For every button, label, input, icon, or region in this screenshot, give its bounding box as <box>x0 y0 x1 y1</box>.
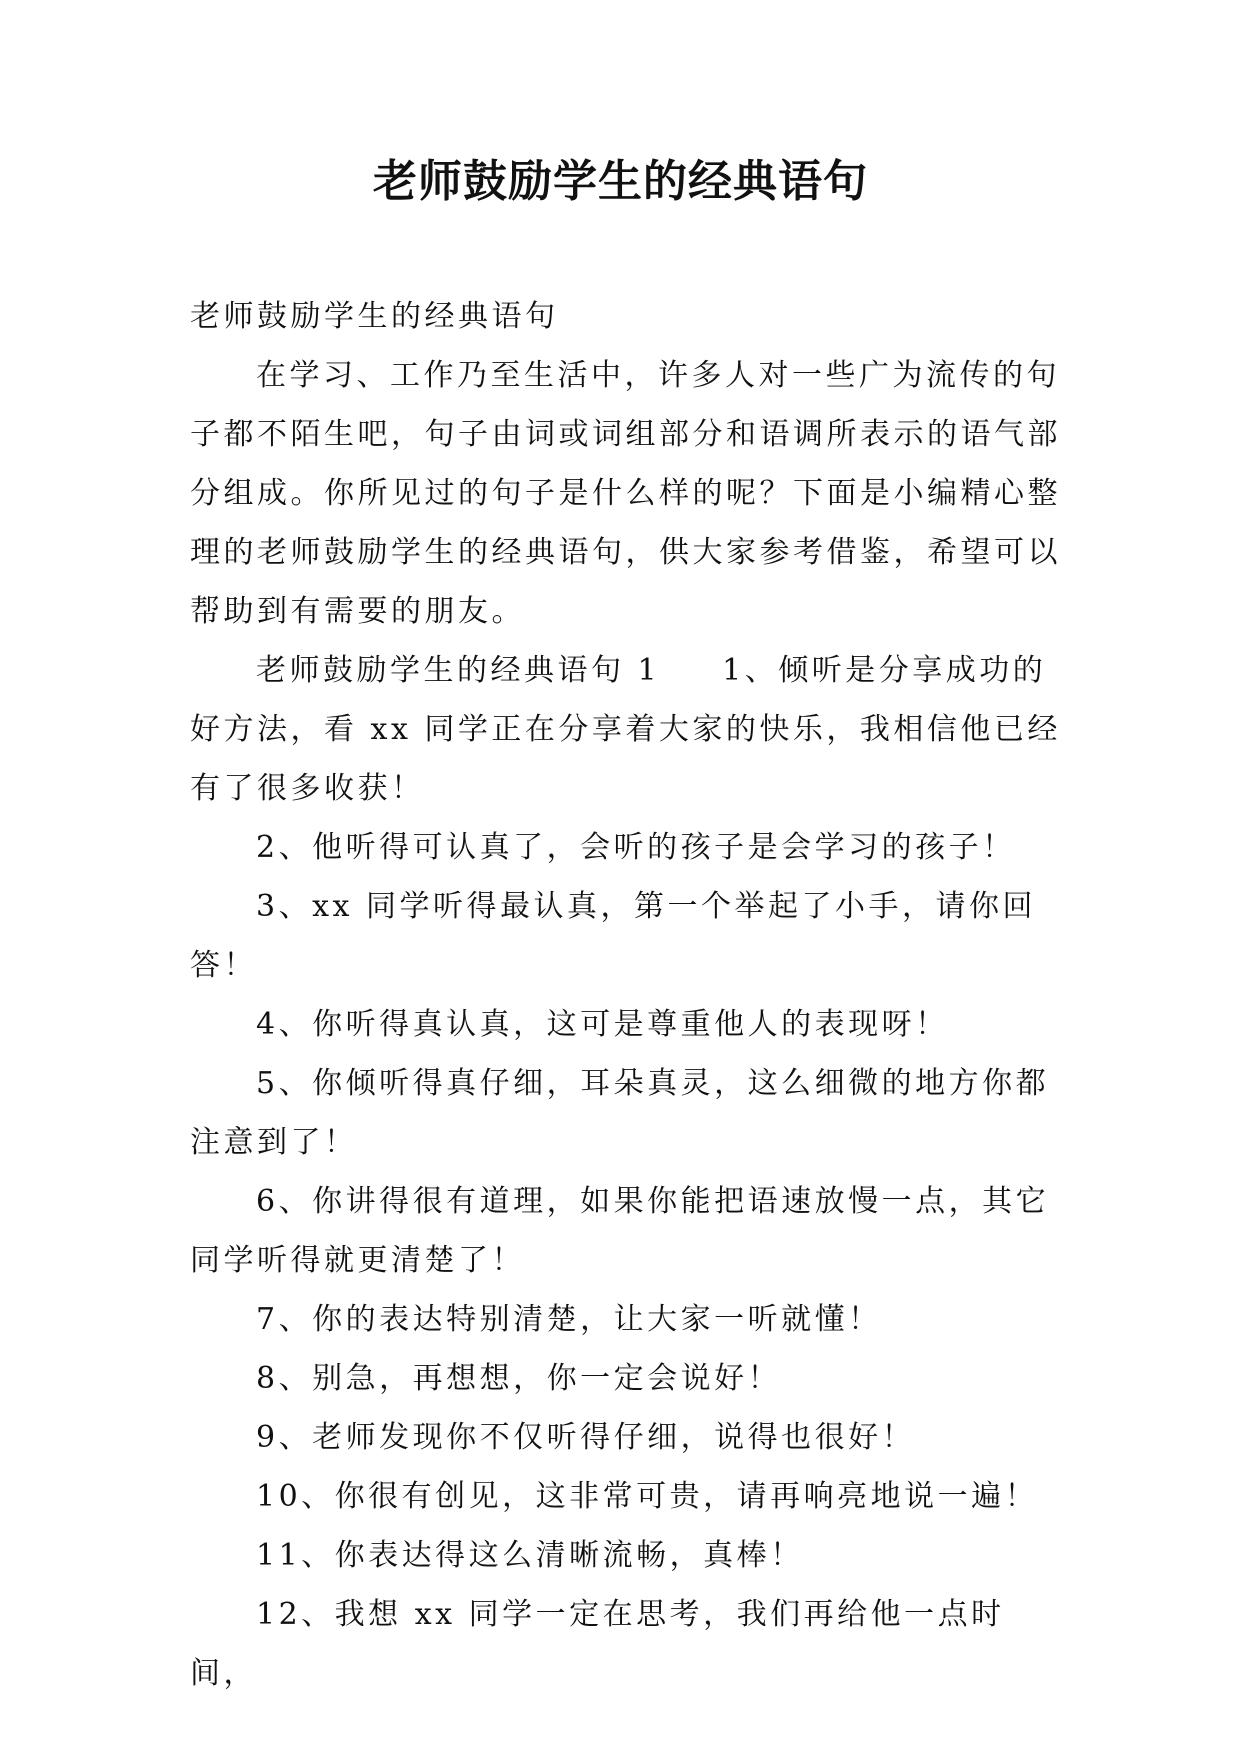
list-item: 10、你很有创见，这非常可贵，请再响亮地说一遍！ <box>256 1479 1039 1514</box>
list-item: 5、你倾听得真仔细，耳朵真灵，这么细微的地方你都注意到了！ <box>190 1066 1050 1160</box>
section-heading: 老师鼓励学生的经典语句 1 <box>256 653 661 688</box>
list-item: 4、你听得真认真，这可是尊重他人的表现呀！ <box>256 1007 949 1042</box>
list-item: 8、别急，再想想，你一定会说好！ <box>256 1361 782 1396</box>
intro-paragraph: 在学习、工作乃至生活中，许多人对一些广为流传的句子都不陌生吧，句子由词或词组部分和语调所表示的语气部分组成。你所见过的句子是什么样的呢？下面是小编精心整理的老师鼓励学生的经典语句，供大家参考借鉴，希望可以帮助到有需要的朋友。 <box>190 358 1061 629</box>
list-item: 7、你的表达特别清楚，让大家一听就懂！ <box>256 1302 882 1337</box>
list-item: 11、你表达得这么清晰流畅，真棒！ <box>256 1538 804 1573</box>
list-item: 1、倾听是分享成功的好方法，看 xx 同学正在分享着大家的快乐，我相信他已经有了很多收获！ <box>190 653 1061 806</box>
document-body <box>190 287 1070 1703</box>
list-item: 6、你讲得很有道理，如果你能把语速放慢一点，其它同学听得就更清楚了！ <box>190 1184 1050 1278</box>
section-paragraph <box>190 641 1070 818</box>
list-item: 9、老师发现你不仅听得仔细，说得也很好！ <box>256 1420 916 1455</box>
list-item: 12、我想 xx 同学一定在思考，我们再给他一点时间， <box>190 1597 1005 1691</box>
document-subtitle: 老师鼓励学生的经典语句 <box>190 299 559 334</box>
document-title: 老师鼓励学生的经典语句 <box>373 156 868 207</box>
list-item: 3、xx 同学听得最认真，第一个举起了小手，请你回答！ <box>190 889 1036 983</box>
list-item: 2、他听得可认真了，会听的孩子是会学习的孩子！ <box>256 830 1016 865</box>
